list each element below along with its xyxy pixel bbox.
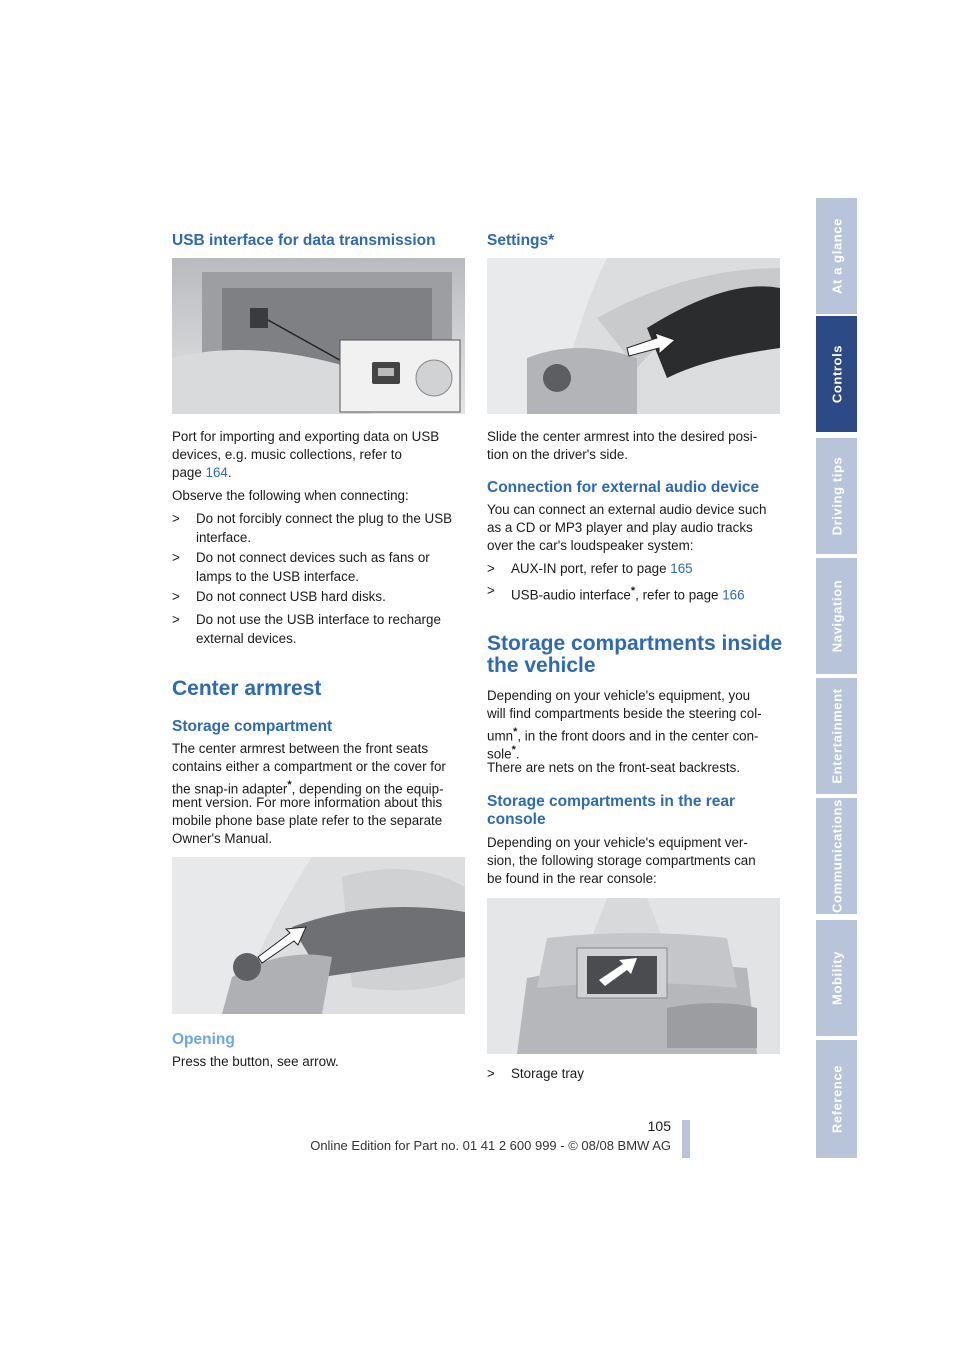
usb-port-photo <box>172 258 465 414</box>
page-link-164[interactable]: 164 <box>205 465 228 480</box>
chapter-tabs <box>816 198 857 1160</box>
tab-controls[interactable] <box>816 316 857 434</box>
rear-text-line2: sion, the following storage compartments can <box>487 853 756 868</box>
inside-text-line2: will find compartments beside the steering col- <box>487 706 762 721</box>
rear-text-line3: be found in the rear console: <box>487 871 657 886</box>
option-star: * <box>513 726 518 738</box>
page-link-166[interactable]: 166 <box>722 587 745 603</box>
storage-line5: mobile phone base plate refer to the separate <box>172 813 443 828</box>
inside-text-line1: Depending on your vehicle's equipment, you <box>487 688 751 703</box>
settings-text-line2: tion on the driver's side. <box>487 447 629 462</box>
tab-label: At a glance <box>829 218 844 294</box>
rear-console-heading-line1: Storage compartments in the rear <box>487 793 736 810</box>
storage-line1: The center armrest between the front seats <box>172 741 429 756</box>
bullet-marker: > <box>172 511 180 526</box>
armrest-photo <box>172 857 465 1014</box>
settings-heading: Settings* <box>487 232 555 249</box>
tab-driving-tips[interactable] <box>816 438 857 556</box>
audio-device-heading: Connection for external audio device <box>487 479 760 496</box>
usb-intro-line2: devices, e.g. music collections, refer to <box>172 447 402 462</box>
bullet-marker: > <box>172 612 180 627</box>
inside-text-line3: umn*, in the front doors and in the center con- <box>487 726 759 744</box>
tab-mobility[interactable] <box>816 920 857 1038</box>
tab-label: Controls <box>829 344 844 404</box>
bullet-marker: > <box>487 583 495 598</box>
tab-label: Reference <box>829 1064 844 1134</box>
tab-label: Navigation <box>829 579 844 653</box>
tab-communications[interactable] <box>816 798 857 916</box>
page-number: 105 <box>647 1118 671 1134</box>
bullet-text: Storage tray <box>511 1066 584 1081</box>
opening-text: Press the button, see arrow. <box>172 1054 339 1069</box>
rear-console-photo <box>487 898 780 1054</box>
settings-text-line1: Slide the center armrest into the desired posi- <box>487 429 758 444</box>
option-star: * <box>287 779 292 791</box>
bullet-text: Do not connect USB hard disks. <box>196 589 386 604</box>
audio-text-line2: as a CD or MP3 player and play audio tracks <box>487 520 753 535</box>
opening-heading: Opening <box>172 1031 235 1048</box>
list-item <box>487 560 787 580</box>
edition-footer: Online Edition for Part no. 01 41 2 600 999 - © 08/08 BMW AG <box>310 1138 671 1153</box>
text: . <box>227 465 232 480</box>
text: page <box>172 465 206 480</box>
usb-intro-line3 <box>172 464 232 483</box>
storage-line6: Owner's Manual. <box>172 831 273 846</box>
list-item <box>487 582 787 602</box>
bullet-text: Do not connect devices such as fans or lamps to the USB interface. <box>196 550 430 584</box>
center-armrest-heading: Center armrest <box>172 677 322 700</box>
storage-compartment-heading: Storage compartment <box>172 718 333 735</box>
audio-text-line3: over the car's loudspeaker system: <box>487 538 694 553</box>
storage-inside-heading-line2: the vehicle <box>487 654 596 677</box>
tab-navigation[interactable] <box>816 558 857 676</box>
bullet-marker: > <box>172 550 180 565</box>
rear-console-heading-line2: console <box>487 811 546 828</box>
bullet-marker: > <box>487 561 495 576</box>
tab-label: Entertainment <box>829 688 844 784</box>
bullet-text: AUX-IN port, refer to page 165 <box>511 561 693 576</box>
storage-inside-heading-line1: Storage compartments inside <box>487 632 783 655</box>
option-star: * <box>630 585 636 597</box>
rear-text-line1: Depending on your vehicle's equipment ver- <box>487 835 748 850</box>
list-item <box>172 510 472 548</box>
usb-heading: USB interface for data transmission <box>172 232 436 249</box>
storage-line4: ment version. For more information about this <box>172 795 443 810</box>
storage-line2: contains either a compartment or the cover for <box>172 759 446 774</box>
tab-label: Mobility <box>829 951 844 1005</box>
usb-intro-line1: Port for importing and exporting data on USB <box>172 429 440 444</box>
option-star: * <box>511 744 516 756</box>
armrest-slide-photo <box>487 258 780 414</box>
list-item <box>487 1065 787 1085</box>
page-number-bar <box>682 1120 690 1158</box>
tab-label: Communications <box>829 799 844 913</box>
observe-text: Observe the following when connecting: <box>172 488 409 503</box>
list-item <box>172 549 472 587</box>
tab-reference[interactable] <box>816 1040 857 1160</box>
list-item <box>172 588 472 608</box>
bullet-text: USB-audio interface*, refer to page 166 <box>511 585 745 603</box>
inside-text-line5: There are nets on the front-seat backrests. <box>487 760 741 775</box>
inside-text-line4: sole*. <box>487 744 520 762</box>
tab-entertainment[interactable] <box>816 678 857 796</box>
storage-line3: the snap-in adapter*, depending on the equip- <box>172 779 444 797</box>
tab-label: Driving tips <box>829 456 844 536</box>
tab-at-a-glance[interactable] <box>816 198 857 316</box>
bullet-marker: > <box>487 1066 495 1081</box>
bullet-text: Do not use the USB interface to recharge external devices. <box>196 612 441 646</box>
bullet-text: Do not forcibly connect the plug to the USB interface. <box>196 511 453 545</box>
page-link-165[interactable]: 165 <box>670 561 693 576</box>
bullet-marker: > <box>172 589 180 604</box>
list-item <box>172 611 472 649</box>
audio-text-line1: You can connect an external audio device such <box>487 502 767 517</box>
